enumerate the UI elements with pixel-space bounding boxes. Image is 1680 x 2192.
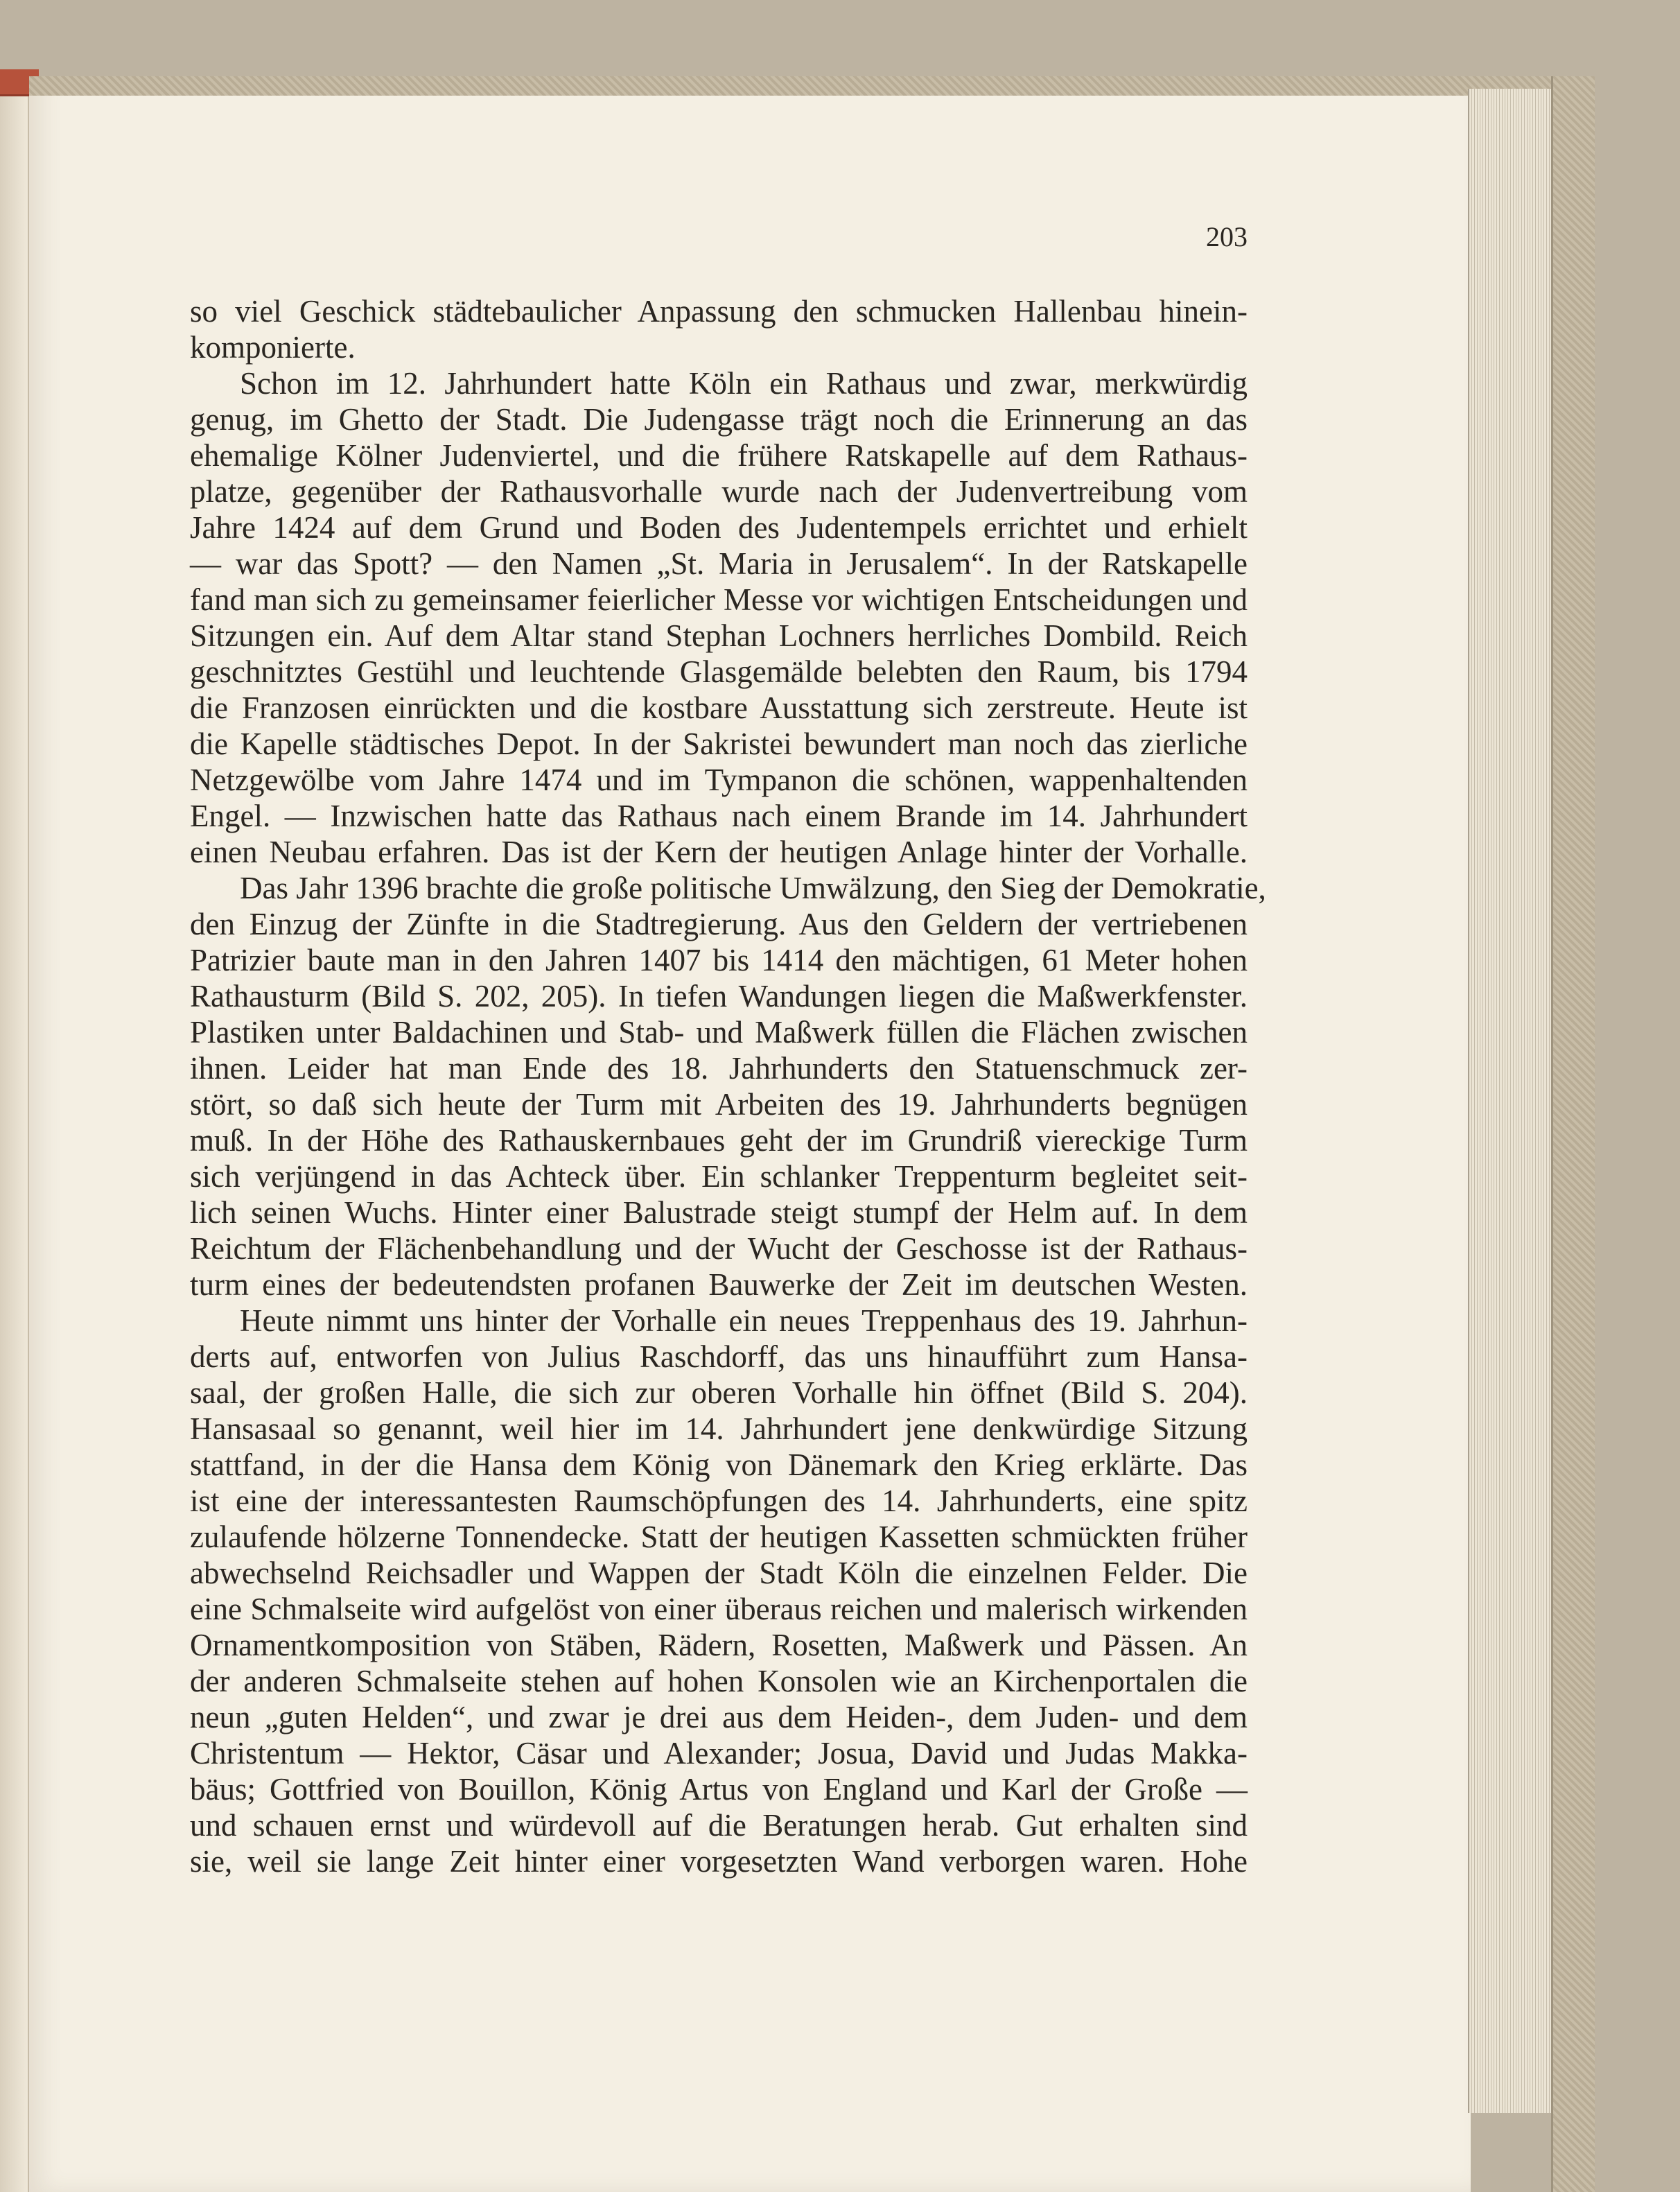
text-line: zulaufende hölzerne Tonnendecke. Statt der heutigen Kassetten schmückten früher [190,1520,1248,1554]
text-line: geschnitztes Gestühl und leuchtende Glasgemälde belebten den Raum, bis 1794 [190,654,1248,689]
text-line: bäus; Gottfried von Bouillon, König Artus von England und Karl der Große — [190,1772,1248,1807]
text-line: turm eines der bedeutendsten profanen Bauwerke der Zeit im deutschen Westen. [190,1267,1248,1302]
text-line: neun „guten Helden“, und zwar je drei aus dem Heiden-, dem Juden- und dem [190,1700,1248,1734]
page-number: 203 [1206,221,1248,252]
text-line: Plastiken unter Baldachinen und Stab- und Maßwerk füllen die Flächen zwischen [190,1015,1248,1050]
text-line: fand man sich zu gemeinsamer feierlicher Messe vor wichtigen Entscheidungen und [190,582,1248,617]
text-line: saal, der großen Halle, die sich zur oberen Vorhalle hin öffnet (Bild S. 204). [190,1375,1248,1410]
book-cover-top [29,76,1593,96]
text-line: abwechselnd Reichsadler und Wappen der Stadt Köln die einzelnen Felder. Die [190,1556,1248,1590]
text-line: Rathausturm (Bild S. 202, 205). In tiefen Wandungen liegen die Maßwerkfenster. [190,979,1248,1014]
text-line: Hansasaal so genannt, weil hier im 14. Jahrhundert jene denkwürdige Sitzung [190,1411,1248,1446]
text-line: stört, so daß sich heute der Turm mit Arbeiten des 19. Jahrhunderts begnügen [190,1087,1248,1122]
text-line: ehemalige Kölner Judenviertel, und die frühere Ratskapelle auf dem Rathaus- [190,438,1248,473]
text-line: Reichtum der Flächenbehandlung und der Wucht der Geschosse ist der Rathaus- [190,1231,1248,1266]
book-cover-board [1551,76,1595,2192]
text-line: Das Jahr 1396 brachte die große politische Umwälzung, den Sieg der Demokratie, [240,871,1266,905]
body-text [190,293,1266,1879]
text-line: der anderen Schmalseite stehen auf hohen Konsolen wie an Kirchenportalen die [190,1664,1248,1698]
text-line: sie, weil sie lange Zeit hinter einer vorgesetzten Wand verborgen waren. Hohe [190,1844,1248,1879]
text-line: Jahre 1424 auf dem Grund und Boden des Judentempels errichtet und erhielt [190,510,1248,545]
text-line: und schauen ernst und würdevoll auf die Beratungen herab. Gut erhalten sind [190,1808,1248,1843]
text-line: stattfand, in der die Hansa dem König von Dänemark den Krieg erklärte. Das [190,1447,1248,1482]
text-line: Heute nimmt uns hinter der Vorhalle ein neues Treppenhaus des 19. Jahrhun- [240,1303,1248,1338]
text-line: komponierte. [190,330,356,365]
text-line: einen Neubau erfahren. Das ist der Kern der heutigen Anlage hinter der Vorhalle. [190,835,1248,869]
text-line: platze, gegenüber der Rathausvorhalle wurde nach der Judenvertreibung vom [190,474,1248,509]
text-line: muß. In der Höhe des Rathauskernbaues geht der im Grundriß viereckige Turm [190,1123,1248,1158]
text-line: Ornamentkomposition von Stäben, Rädern, Rosetten, Maßwerk und Pässen. An [190,1628,1248,1662]
text-line: die Franzosen einrückten und die kostbare Ausstattung sich zerstreute. Heute ist [190,690,1248,725]
text-line: derts auf, entworfen von Julius Raschdorff, das uns hinaufführt zum Hansa- [190,1339,1248,1374]
text-line: ist eine der interessantesten Raumschöpfungen des 14. Jahrhunderts, eine spitz [190,1484,1248,1518]
text-line: Schon im 12. Jahrhundert hatte Köln ein Rathaus und zwar, merkwürdig [240,366,1248,401]
text-line: eine Schmalseite wird aufgelöst von einer überaus reichen und malerisch wirkenden [190,1592,1248,1626]
text-line: den Einzug der Zünfte in die Stadtregierung. Aus den Geldern der vertriebenen [190,907,1248,941]
page-stack-edges [1468,89,1552,2113]
left-page-edge [0,69,29,2192]
text-line: Patrizier baute man in den Jahren 1407 bis 1414 den mächtigen, 61 Meter hohen [190,943,1248,977]
text-line: Sitzungen ein. Auf dem Altar stand Stephan Lochners herrliches Dombild. Reich [190,618,1248,653]
text-line: genug, im Ghetto der Stadt. Die Judengasse trägt noch die Erinnerung an das [190,402,1248,437]
text-line: — war das Spott? — den Namen „St. Maria in Jerusalem“. In der Ratskapelle [190,546,1248,581]
text-line: lich seinen Wuchs. Hinter einer Balustrade steigt stumpf der Helm auf. In dem [190,1195,1248,1230]
text-line: so viel Geschick städtebaulicher Anpassung den schmucken Hallenbau hinein- [190,294,1248,329]
text-line: ihnen. Leider hat man Ende des 18. Jahrhunderts den Statuenschmuck zer- [190,1051,1248,1086]
text-line: Netzgewölbe vom Jahre 1474 und im Tympanon die schönen, wappenhaltenden [190,763,1248,797]
text-line: sich verjüngend in das Achteck über. Ein schlanker Treppenturm begleitet seit- [190,1159,1248,1194]
text-line: die Kapelle städtisches Depot. In der Sakristei bewundert man noch das zierliche [190,727,1248,761]
text-line: Engel. — Inzwischen hatte das Rathaus nach einem Brande im 14. Jahrhundert [190,799,1248,833]
text-line: Christentum — Hektor, Cäsar und Alexander; Josua, David und Judas Makka- [190,1736,1248,1771]
